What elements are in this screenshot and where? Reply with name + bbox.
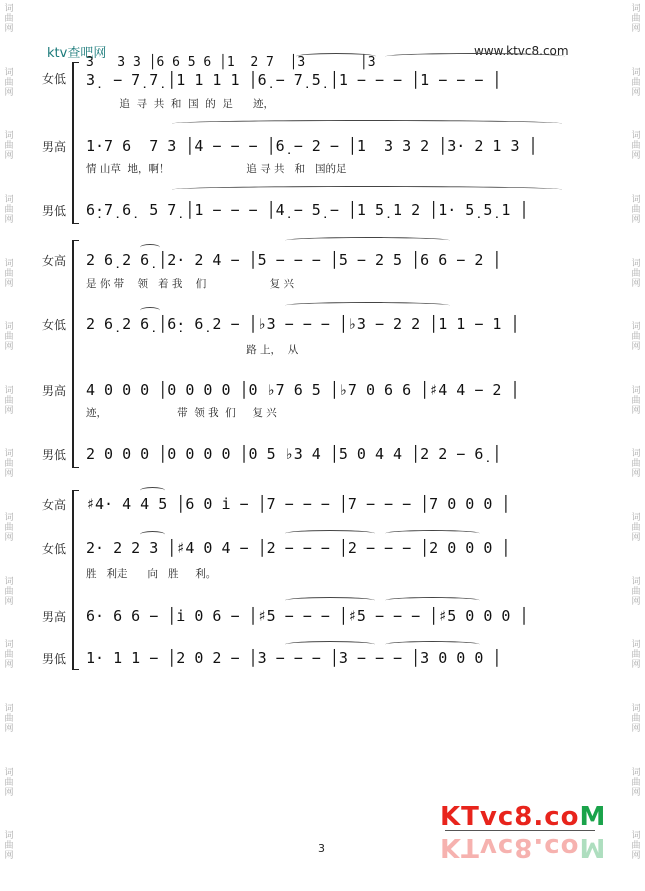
slur bbox=[140, 307, 160, 314]
slur bbox=[172, 120, 562, 127]
watermark-glyph-group: 词 曲 网 bbox=[4, 640, 14, 671]
slur bbox=[285, 597, 375, 604]
score-line: 1· 1 1 − │2 0 2 − │3 − − − │3 − − − │3 0 0 0 │ bbox=[86, 649, 502, 667]
watermark-glyph-group: 词 曲 网 bbox=[4, 704, 14, 735]
watermark-glyph-group: 词 曲 网 bbox=[4, 322, 14, 353]
watermark-glyph-group: 词 曲 网 bbox=[4, 4, 14, 34]
score-line: 6· 6 6 − │i 0 6 − │♯5 − − − │♯5 − − − │♯5 0 0 0 │ bbox=[86, 607, 529, 625]
watermark-glyph-group: 词 曲 网 bbox=[631, 258, 641, 289]
part-label: 女高 bbox=[42, 254, 67, 268]
part-label: 男低 bbox=[42, 204, 67, 218]
lyric-line: 追 寻 共 和 国 的 足 迹， bbox=[86, 98, 274, 110]
slur bbox=[385, 530, 480, 537]
lyric-line: 路 上， 从 bbox=[86, 344, 299, 356]
watermark-glyph-group: 词 曲 网 bbox=[4, 449, 14, 480]
page-number: 3 bbox=[318, 842, 325, 855]
system-3-brace bbox=[72, 490, 79, 670]
watermark-glyph-group: 词 曲 网 bbox=[4, 258, 14, 289]
watermark-glyph-group: 词 曲 网 bbox=[4, 67, 14, 98]
slur bbox=[285, 302, 450, 309]
watermark-glyph-group: 词 曲 网 bbox=[631, 513, 641, 544]
site-label-left: ktv查吧网 bbox=[47, 46, 107, 61]
score-line: 1·7 6 7 3 │4 − − − │6̣ − 2 − │1 3 3 2 │3· 2 1 3 │ bbox=[86, 137, 538, 155]
part-label: 女低 bbox=[42, 318, 67, 332]
lyric-line: 迹， 带 领 我 们 复 兴 bbox=[86, 407, 277, 419]
slur bbox=[140, 531, 165, 538]
watermark-glyph-group: 词 曲 网 bbox=[631, 322, 641, 353]
lyric-line: 胜 利走 向 胜 利。 bbox=[86, 568, 217, 580]
watermark-glyph-group: 词 曲 网 bbox=[631, 131, 641, 162]
watermark-glyph-group: 词 曲 网 bbox=[4, 385, 14, 416]
watermark-glyph-group: 词 曲 网 bbox=[631, 4, 641, 34]
slur bbox=[285, 237, 450, 244]
ktvc8-logo: KTvc8.coM bbox=[440, 802, 607, 832]
slur bbox=[296, 53, 376, 60]
slur bbox=[140, 487, 165, 494]
watermark-glyph-group: 词 曲 网 bbox=[4, 576, 14, 607]
part-label: 女低 bbox=[42, 542, 67, 556]
left-watermark-column bbox=[2, 0, 16, 891]
part-label: 男高 bbox=[42, 610, 67, 624]
right-watermark-column bbox=[629, 0, 643, 891]
watermark-glyph-group: 词 曲 网 bbox=[631, 385, 641, 416]
score-line-above: 3 3 3 │6 6 5 6 │1 2 7 │3 │3 bbox=[86, 55, 431, 70]
watermark-glyph-group: 词 曲 网 bbox=[631, 194, 641, 225]
watermark-glyph-group: 词 曲 网 bbox=[4, 194, 14, 225]
slur bbox=[285, 641, 375, 648]
watermark-glyph-group: 词 曲 网 bbox=[4, 767, 14, 798]
score-line: 6̣·7̣ 6̣ 5 7̣ │1 − − − │4̣ − 5̣ − │1 5̣ 1 2 │1· 5̣ 5̣ 1 │ bbox=[86, 201, 529, 219]
watermark-glyph-group: 词 曲 网 bbox=[631, 67, 641, 98]
watermark-glyph-group: 词 曲 网 bbox=[631, 449, 641, 480]
slur bbox=[385, 641, 480, 648]
slur bbox=[172, 186, 562, 193]
score-line: 4 0 0 0 │0 0 0 0 │0 ♭7 6 5 │♭7 0 6 6 │♯4 4 − 2 │ bbox=[86, 381, 520, 399]
slur bbox=[285, 530, 375, 537]
lyric-line: 情 山草 地，啊！ 追 寻 共 和 国的足 bbox=[86, 163, 347, 175]
watermark-glyph-group: 词 曲 网 bbox=[631, 767, 641, 798]
watermark-glyph-group: 词 曲 网 bbox=[4, 131, 14, 162]
slur bbox=[140, 244, 160, 251]
part-label: 男高 bbox=[42, 140, 67, 154]
ktvc8-logo-reflection: KTvc8.coM bbox=[440, 832, 607, 862]
site-url-right: www.ktvc8.com bbox=[474, 44, 569, 58]
score-line: 2 6̣ 2 6̣ │2· 2 4 − │5 − − − │5 − 2 5 │6 6 − 2 │ bbox=[86, 251, 502, 269]
score-line: 2· 2 2 3 │♯4 0 4 − │2 − − − │2 − − − │2 0 0 0 │ bbox=[86, 539, 511, 557]
system-2-brace bbox=[72, 240, 79, 468]
slur bbox=[385, 597, 480, 604]
lyric-line: 是 你 带 领 着 我 们 复 兴 bbox=[86, 278, 294, 290]
watermark-glyph-group: 词 曲 网 bbox=[631, 831, 641, 862]
part-label: 男低 bbox=[42, 652, 67, 666]
slur bbox=[385, 53, 565, 60]
part-label: 女低 bbox=[42, 72, 67, 86]
score-line: 2 6̣ 2 6̣ │6̣· 6̣ 2 − │♭3 − − − │♭3 − 2 2 │1 1 − 1 │ bbox=[86, 315, 520, 333]
score-line: ♯4· 4 4 5 │6 0 i − │7 − − − │7 − − − │7 0 0 0 │ bbox=[86, 495, 511, 513]
watermark-glyph-group: 词 曲 网 bbox=[4, 831, 14, 862]
system-1-brace bbox=[72, 62, 79, 224]
watermark-glyph-group: 词 曲 网 bbox=[4, 513, 14, 544]
part-label: 女高 bbox=[42, 498, 67, 512]
watermark-glyph-group: 词 曲 网 bbox=[631, 640, 641, 671]
watermark-glyph-group: 词 曲 网 bbox=[631, 576, 641, 607]
score-line: 2 0 0 0 │0 0 0 0 │0 5 ♭3 4 │5 0 4 4 │2 2 − 6̣ │ bbox=[86, 445, 502, 463]
score-line: 3̣ − 7̣ 7̣ │1 1 1 1 │6̣ − 7̣ 5̣ │1 − − − │1 − − − │ bbox=[86, 71, 502, 89]
part-label: 男高 bbox=[42, 384, 67, 398]
part-label: 男低 bbox=[42, 448, 67, 462]
watermark-glyph-group: 词 曲 网 bbox=[631, 704, 641, 735]
